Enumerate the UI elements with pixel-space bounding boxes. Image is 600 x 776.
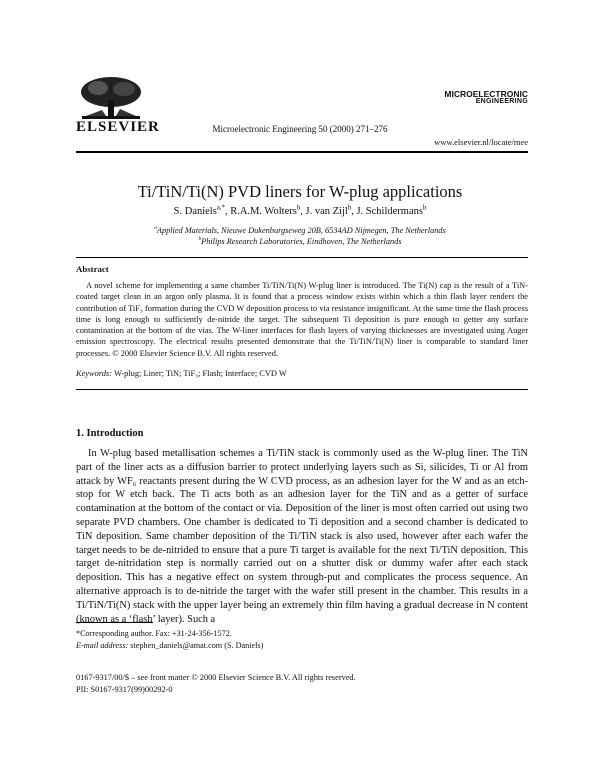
author-name: J. Schildermans (356, 206, 423, 217)
article-title: Ti/TiN/Ti(N) PVD liners for W-plug applications (137, 182, 463, 201)
header-rule (76, 151, 528, 153)
author-name: R.A.M. Wolters (230, 206, 297, 217)
pii-line: PII: S0167-9317(99)00292-0 (76, 685, 173, 694)
author-sup: b (347, 204, 352, 212)
brand-line-2: ENGINEERING (475, 98, 528, 105)
journal-url[interactable]: www.elsevier.nl/locate/mee (434, 137, 528, 147)
footnote-rule (76, 622, 153, 623)
author-sup: a,* (216, 204, 225, 212)
abstract-bottom-rule (76, 389, 528, 390)
affiliation-mark: b (198, 236, 202, 243)
affiliation-text: Philips Research Laboratories, Eindhoven, The Netherlands (201, 237, 402, 246)
affiliation-a (0, 226, 600, 235)
author-name: S. Daniels (173, 206, 217, 217)
affiliation-text: Applied Materials, Nieuwe Dukenburgseweg 20B, 6534AD Nijmegen, The Netherlands (156, 226, 446, 235)
footnote-corresponding: *Corresponding author. Fax: +31-24-356-1572. (76, 629, 232, 638)
footnote-email (76, 641, 263, 650)
keywords-label: Keywords: (76, 369, 112, 378)
journal-reference: Microelectronic Engineering 50 (2000) 271–276 (212, 124, 388, 134)
section-heading-introduction: 1. Introduction (76, 428, 144, 439)
abstract-heading: Abstract (76, 264, 109, 274)
journal-brand (432, 90, 528, 106)
author-sup: b (296, 204, 301, 212)
brand-line-1: MICROELECTRONIC (444, 89, 528, 99)
elsevier-tree-logo (76, 76, 146, 120)
email-label: E-mail address: (76, 641, 129, 650)
affiliation-mark: a (154, 225, 157, 232)
author-sup: b (422, 204, 427, 212)
email-address[interactable]: stephen_daniels@amat.com (S. Daniels) (130, 641, 264, 650)
publisher-name: ELSEVIER (76, 119, 160, 135)
author-name: J. van Zijl (305, 206, 348, 217)
front-matter-line: 0167-9317/00/$ – see front matter © 2000 Elsevier Science B.V. All rights reserved. (76, 673, 356, 682)
keywords (76, 369, 528, 378)
keywords-list: W-plug; Liner; TiN; TiF₃; Flash; Interface; CVD W (113, 369, 287, 378)
introduction-body: In W-plug based metallisation schemes a Ti/TiN stack is commonly used as the W-plug liner. The TiN part of the liner acts as a diffusion barrier to protect underlying layers such as Si, silicides, Ti or Al from attack by WF₆ reactants present during the W CVD process, as an adhesion layer for the W and as an etch-stop for W etch back. The Ti acts both as an adhesion layer for the TiN and as a getter of surface contamination at the bottom of the contact or via. Deposition of the liner is most often carried out using two separate PVD chambers. One chamber is dedicated to Ti deposition and a second chamber is dedicated to TiN deposition. Same chamber deposition of the Ti/TiN stack is also used, however after each wafer the target needs to be de-nitrided to ensure that a pure Ti target is available for the next Ti/TiN deposition. This target de-nitridation step is normally carried out on a shutter disk or dummy wafer after each stack deposition. This has a negative effect on system through-put and complicates the process sequence. An alternative approach is to de-nitride the target with the wafer still present in the chamber. This results in a Ti/TiN/Ti(N) stack with the upper layer being an extremely thin film having a gradual decrease in N content (known as a ‘flash’ layer). Such a (76, 448, 528, 625)
abstract-body: A novel scheme for implementing a same chamber Ti/TiN/Ti(N) W-plug liner is introduced. The Ti(N) cap is the result of a TiN-coated target clean in an argon only plasma. It is found that a process window exists within which a thin flash layer renders the contribution of TiF₃ formation during the CVD W deposition process to via resistance insignificant. At the same time the flash process time is long enough to sufficiently de-nitride the target. The subsequent Ti deposition is pure enough to getter any surface contamination at the bottom of the vias. The W-liner interfaces for flash layers of varying thicknesses are investigated using Auger emission spectroscopy. The electrical results presented demonstrate that the Ti/TiN/Ti(N) liner is comparable to standard liner processes. © 2000 Elsevier Science B.V. All rights reserved. (76, 281, 528, 358)
author-list: S. Daniels$^{a,*}$, R.A.M. Wolters$^b$, J. van Zijl$^b$, J. Schildermans$^b$ (173, 204, 427, 217)
affiliation-b (0, 237, 600, 246)
abstract-top-rule (76, 257, 528, 258)
